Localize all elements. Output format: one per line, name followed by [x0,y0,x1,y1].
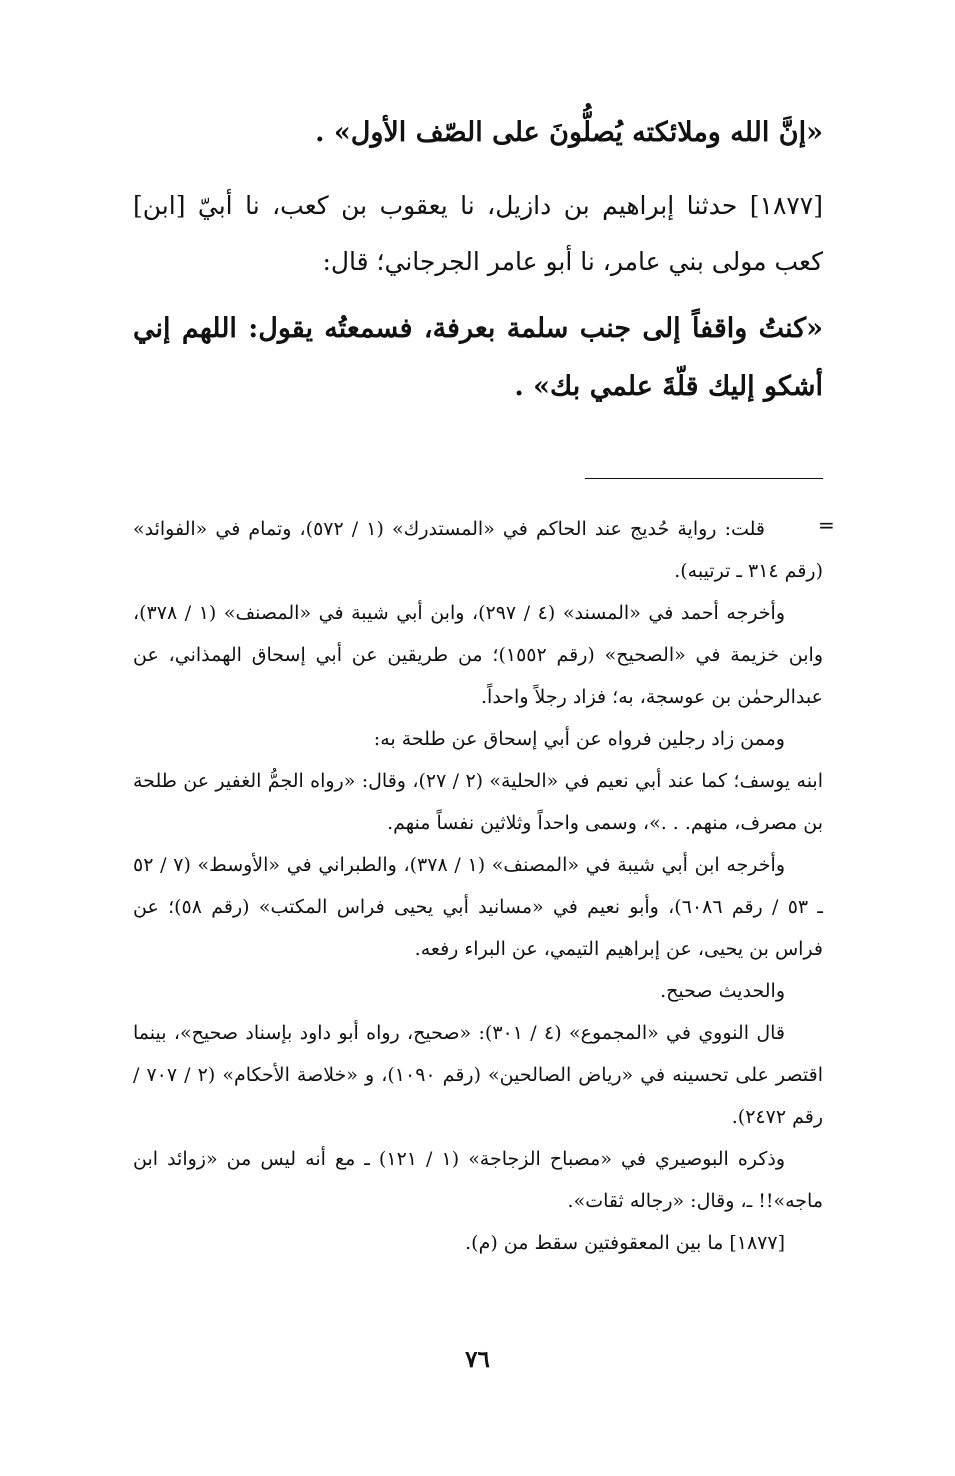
footnote-paragraph: قلت: رواية حُديج عند الحاكم في «المستدرك» (١ / ٥٧٢)، وتمام في «الفوائد» (رقم ٣١٤ ـ ترتيبه). [133,518,823,582]
footnote-divider [585,478,823,479]
hadith-1877-text: «كنتُ واقفاً إلى جنب سلمة بعرفة، فسمعتُه يقول: اللهم إني أشكو إليك قلّةَ علمي بك» . [133,313,823,402]
footnote-paragraph: وممن زاد رجلين فرواه عن أبي إسحاق عن طلحة به: [373,728,785,750]
hadith-1877-isnad: [١٨٧٧] حدثنا إبراهيم بن دازيل، نا يعقوب بن كعب، نا أبيّ [ابن] كعب مولى بني عامر، نا أبو عامر الجرجاني؛ قال: [133,191,823,276]
footnote-paragraph: وذكره البوصيري في «مصباح الزجاجة» (١ / ١٢١) ـ مع أنه ليس من «زوائد ابن ماجه»!! ـ، وقال: «رجاله ثقات». [133,1148,823,1212]
footnote-paragraph: ابنه يوسف؛ كما عند أبي نعيم في «الحلية» (٢ / ٢٧)، وقال: «رواه الجمُّ الغفير عن طلحة بن مصرف، منهم. . .»، وسمى واحداً وثلاثين نفساً منهم. [133,770,823,834]
hadith-1876-ending: «إنَّ الله وملائكته يُصلُّونَ على الصّف الأول» . [315,117,823,148]
page-number: ٧٦ [465,1346,490,1373]
footnote-paragraph: وأخرجه ابن أبي شيبة في «المصنف» (١ / ٣٧٨)، والطبراني في «الأوسط» (٧ / ٥٢ ـ ٥٣ / رقم ٦٠٨٦)، وأبو نعيم في «مسانيد أبي يحيى فراس المكتب» (رقم ٥٨)؛ عن فراس بن يحيى، عن إبراهيم التيمي، عن البراء رفعه. [133,854,823,960]
footnote-paragraph: والحديث صحيح. [660,980,785,1002]
footnote-paragraph: [١٨٧٧] ما بين المعقوفتين سقط من (م). [465,1232,785,1254]
footnote-paragraph: قال النووي في «المجموع» (٤ / ٣٠١): «صحيح، رواه أبو داود بإسناد صحيح»، بينما اقتصر على تحسينه في «رياض الصالحين» (رقم ١٠٩٠)، و «خلاصة الأحكام» (٢ / ٧٠٧ / رقم ٢٤٧٢). [133,1022,823,1128]
footnote-continuation-mark: = [818,513,835,537]
footnote-paragraph: وأخرجه أحمد في «المسند» (٤ / ٢٩٧)، وابن أبي شيبة في «المصنف» (١ / ٣٧٨)، وابن خزيمة في «الصحيح» (رقم ١٥٥٢)؛ من طريقين عن أبي إسحاق الهمذاني، عن عبدالرحمٰن بن عوسجة، به؛ فزاد رجلاً واحداً. [133,602,823,708]
footnotes [133,508,823,1264]
